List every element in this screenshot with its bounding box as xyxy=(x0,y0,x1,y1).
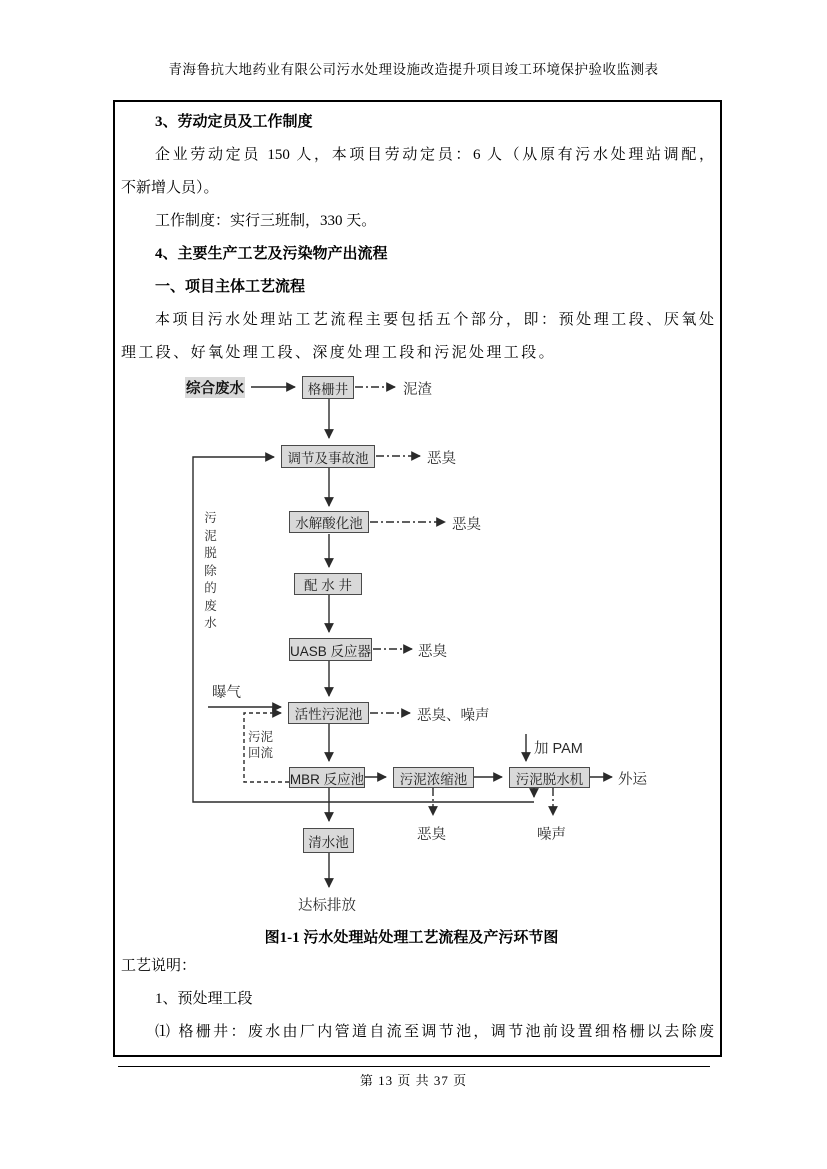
flow-box-mbr-tank: MBR 反应池 xyxy=(289,767,365,788)
paragraph-line: 企业劳动定员 150 人，本项目劳动定员：6 人（从原有污水处理站调配， xyxy=(155,147,714,163)
paragraph-line: 工作制度：实行三班制，330 天。 xyxy=(155,213,377,229)
flow-box-sludge-thickener: 污泥浓缩池 xyxy=(393,767,474,788)
paragraph-line: 1、预处理工段 xyxy=(155,991,253,1007)
footer-rule xyxy=(118,1066,710,1067)
flow-label-sludge-removed-wastewater: 污泥脱除的废水 xyxy=(204,511,217,630)
flow-edges-svg xyxy=(121,370,702,948)
process-flow-diagram xyxy=(121,370,702,948)
flow-label-slag: 泥渣 xyxy=(403,382,432,398)
page-number: 第 13 页 共 37 页 xyxy=(359,1073,468,1088)
figure-caption: 图1-1 污水处理站处理工艺流程及产污环节图 xyxy=(264,930,559,946)
paragraph-line: 工艺说明： xyxy=(121,958,197,974)
subsection-heading-main-process: 一、项目主体工艺流程 xyxy=(155,279,306,295)
flow-label-influent: 综合废水 xyxy=(185,377,245,398)
flow-label-odor-uasb: 恶臭 xyxy=(418,644,447,660)
paragraph-line: 不新增人员）。 xyxy=(121,180,219,196)
flow-label-discharge: 达标排放 xyxy=(298,898,356,914)
flow-box-clear-water-tank: 清水池 xyxy=(303,828,354,853)
paragraph-line: ⑴ 格栅井：废水由厂内管道自流至调节池，调节池前设置细格栅以去除废 xyxy=(155,1024,714,1040)
flow-label-odor-thickener: 恶臭 xyxy=(417,827,446,843)
flow-label-odor-noise-activated: 恶臭、噪声 xyxy=(417,708,490,724)
flow-label-sludge-return: 污泥回流 xyxy=(248,730,274,760)
flow-box-distribution-well: 配 水 井 xyxy=(294,573,362,595)
section-heading-process: 4、主要生产工艺及污染物产出流程 xyxy=(155,246,388,262)
flow-box-uasb-reactor: UASB 反应器 xyxy=(289,638,372,661)
content-cell xyxy=(113,100,722,1057)
flow-box-sludge-dewaterer: 污泥脱水机 xyxy=(509,767,590,788)
paragraph-line: 本项目污水处理站工艺流程主要包括五个部分，即：预处理工段、厌氧处 xyxy=(155,312,714,328)
flow-label-outbound: 外运 xyxy=(618,772,647,788)
flow-box-hydrolysis-tank: 水解酸化池 xyxy=(289,511,369,533)
flow-label-noise-dewaterer: 噪声 xyxy=(537,827,566,843)
document-title: 青海鲁抗大地药业有限公司污水处理设施改造提升项目竣工环境保护验收监测表 xyxy=(168,62,659,77)
flow-label-add-pam: 加 PAM xyxy=(534,741,583,757)
section-heading-labor: 3、劳动定员及工作制度 xyxy=(155,114,313,130)
flow-box-regulation-tank: 调节及事故池 xyxy=(281,445,375,468)
flow-box-activated-sludge-tank: 活性污泥池 xyxy=(288,702,369,724)
flow-label-odor-regulation: 恶臭 xyxy=(427,451,456,467)
flow-label-odor-hydrolysis: 恶臭 xyxy=(452,517,481,533)
flow-label-aeration: 曝气 xyxy=(212,685,241,701)
flow-box-grid-well: 格栅井 xyxy=(302,376,354,399)
paragraph-line: 理工段、好氧处理工段、深度处理工段和污泥处理工段。 xyxy=(121,345,557,361)
